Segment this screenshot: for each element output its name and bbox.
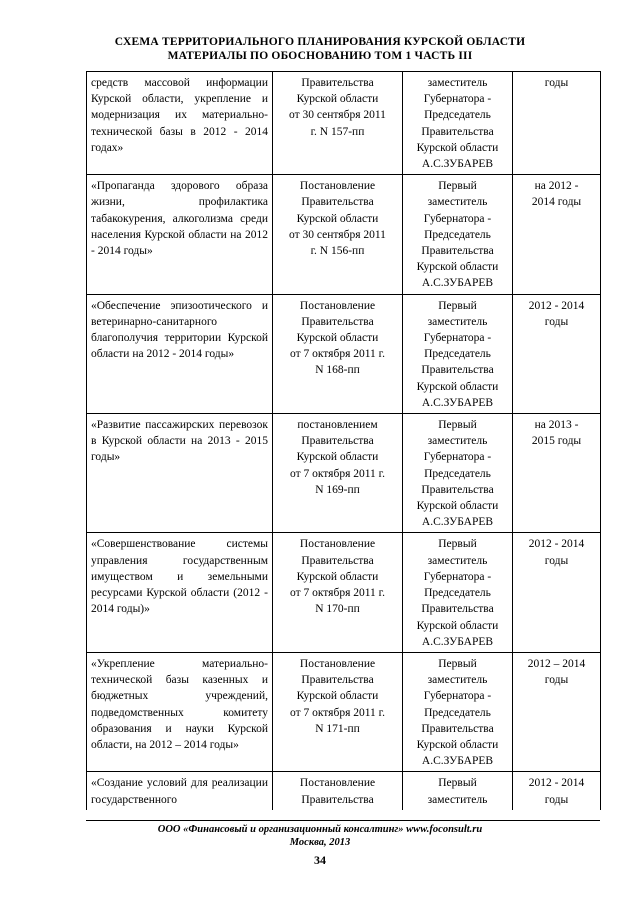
page-number: 34: [314, 853, 326, 867]
document-header: [0, 35, 640, 63]
period-cell: на 2012 - 2014 годы: [513, 175, 601, 294]
document-cell: Постановление Правительства: [273, 772, 403, 810]
program-name-cell: «Пропаганда здорового образа жизни, профилактика табакокурения, алкоголизма среди населения Курской области на 2012 - 2014 годы»: [87, 175, 273, 294]
program-name-cell: «Развитие пассажирских перевозок в Курской области на 2013 - 2015 годы»: [87, 414, 273, 533]
document-cell: Постановление Правительства Курской области от 7 октября 2011 г. N 168-пп: [273, 294, 403, 413]
document-cell: Постановление Правительства Курской области от 30 сентября 2011 г. N 156-пп: [273, 175, 403, 294]
footer-city-year: Москва, 2013: [289, 837, 351, 848]
header-subtitle: МАТЕРИАЛЫ ПО ОБОСНОВАНИЮ ТОМ 1 ЧАСТЬ III: [167, 50, 473, 62]
header-title: СХЕМА ТЕРРИТОРИАЛЬНОГО ПЛАНИРОВАНИЯ КУРСКОЙ ОБЛАСТИ: [114, 36, 526, 48]
program-name-cell: «Совершенствование системы управления государственным имуществом и земельными ресурсами Курской области (2012 - 2014 годы)»: [87, 533, 273, 652]
responsible-cell: Первый заместитель Губернатора - Председатель Правительства Курской области А.С.ЗУБАРЕВ: [403, 652, 513, 771]
program-name-cell: «Создание условий для реализации государственного: [87, 772, 273, 810]
table-row: [87, 175, 601, 294]
table-row: [87, 414, 601, 533]
responsible-cell: Первый заместитель: [403, 772, 513, 810]
document-cell: Постановление Правительства Курской области от 7 октября 2011 г. N 171-пп: [273, 652, 403, 771]
responsible-cell: заместитель Губернатора - Председатель Правительства Курской области А.С.ЗУБАРЕВ: [403, 72, 513, 175]
table-row: [87, 294, 601, 413]
period-cell: 2012 – 2014 годы: [513, 652, 601, 771]
period-cell: 2012 - 2014 годы: [513, 294, 601, 413]
document-footer: [0, 823, 640, 849]
footer-company: ООО «Финансовый и организационный консалтинг» www.foconsult.ru: [157, 824, 483, 835]
document-cell: Постановление Правительства Курской области от 7 октября 2011 г. N 170-пп: [273, 533, 403, 652]
programs-table: [86, 71, 601, 810]
period-cell: годы: [513, 72, 601, 175]
program-name-cell: средств массовой информации Курской области, укрепление и модернизация их материально-технической базы в 2012 - 2014 годах»: [87, 72, 273, 175]
document-cell: Правительства Курской области от 30 сентября 2011 г. N 157-пп: [273, 72, 403, 175]
footer-divider: [86, 820, 600, 821]
period-cell: 2012 - 2014 годы: [513, 533, 601, 652]
table-row: [87, 652, 601, 771]
period-cell: на 2013 - 2015 годы: [513, 414, 601, 533]
table-row: [87, 772, 601, 810]
document-cell: постановлением Правительства Курской области от 7 октября 2011 г. N 169-пп: [273, 414, 403, 533]
program-name-cell: «Укрепление материально-технической базы казенных и бюджетных учреждений, подведомственных комитету образования и науки Курской области, на 2012 – 2014 годы»: [87, 652, 273, 771]
responsible-cell: Первый заместитель Губернатора - Председатель Правительства Курской области А.С.ЗУБАРЕВ: [403, 533, 513, 652]
table-row: [87, 533, 601, 652]
responsible-cell: Первый заместитель Губернатора - Председатель Правительства Курской области А.С.ЗУБАРЕВ: [403, 414, 513, 533]
responsible-cell: Первый заместитель Губернатора - Председатель Правительства Курской области А.С.ЗУБАРЕВ: [403, 175, 513, 294]
table-row: [87, 72, 601, 175]
program-name-cell: «Обеспечение эпизоотического и ветеринарно-санитарного благополучия территории Курской области на 2012 - 2014 годы»: [87, 294, 273, 413]
responsible-cell: Первый заместитель Губернатора - Председатель Правительства Курской области А.С.ЗУБАРЕВ: [403, 294, 513, 413]
period-cell: 2012 - 2014 годы: [513, 772, 601, 810]
